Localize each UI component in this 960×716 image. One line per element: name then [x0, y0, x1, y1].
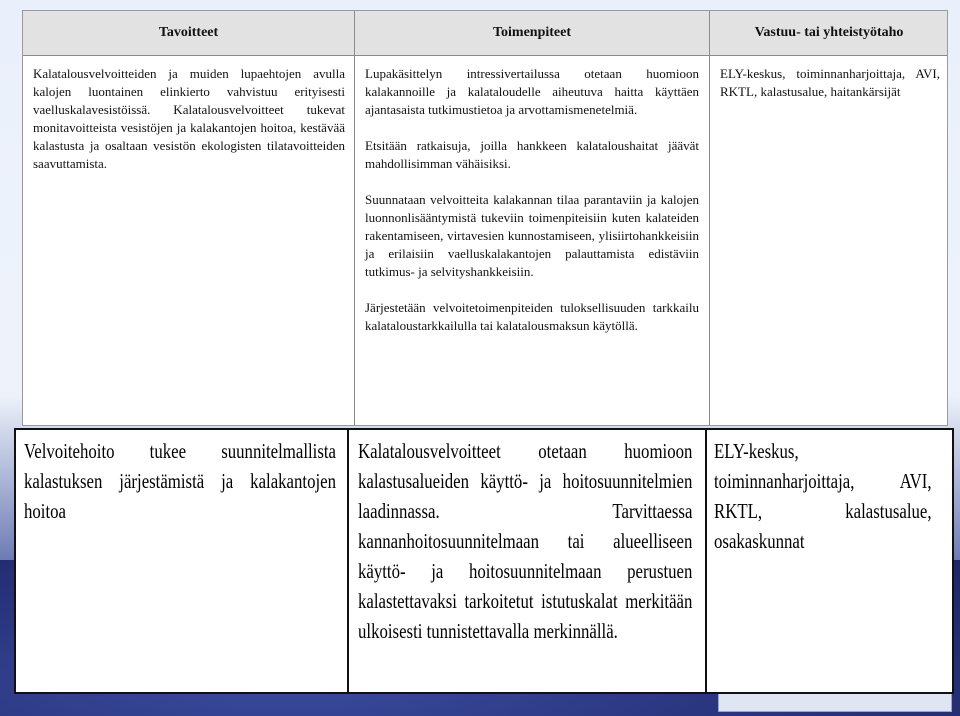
action-paragraph: Etsitään ratkaisuja, joilla hankkeen kalataloushaitat jäävät mahdollisimman vähäisiksi. [365, 138, 699, 171]
goals-table-typed [14, 428, 954, 694]
responsible-text: ELY-keskus, toiminnanharjoittaja, AVI, RKTL, kalastusalue, haitankärsijät [720, 66, 940, 99]
responsible-text: ELY-keskus, toiminnanharjoittaja, AVI, RKTL, kalastusalue, osakaskunnat [714, 439, 932, 553]
background-box [718, 692, 952, 712]
header-goals: Tavoitteet [158, 25, 219, 40]
action-paragraph: Järjestetään velvoitetoimenpiteiden tuloksellisuuden tarkkailu kalataloustarkkailulla tai kalatalousmaksun käytöllä. [365, 300, 699, 333]
column-divider [347, 430, 349, 692]
action-paragraph: Suunnataan velvoitteita kalakannan tilaa parantaviin ja kalojen luonnonlisääntymistä tukeviin toimenpiteisiin kuten kalateiden rakentamiseen, virtavesien kunnostamiseen, ylisiirtohankkeisiin ja erilaisiin vaelluskalakantojen palauttamista edistäviin tutkimus- ja selvityshankkeisiin. [365, 192, 699, 279]
responsible-cell [720, 65, 940, 119]
goal-text: Velvoitehoito tukee suunnitelmallista kalastuksen järjestämistä ja kalakantojen hoitoa [24, 439, 336, 523]
header-responsible: Vastuu- tai yhteistyötaho [754, 25, 904, 40]
column-divider [705, 430, 707, 692]
goal-cell [24, 436, 336, 526]
actions-cell [365, 65, 699, 353]
goal-cell [33, 65, 345, 191]
column-divider [709, 11, 710, 425]
action-cell [358, 436, 692, 646]
action-text: Kalatalousvelvoitteet otetaan huomioon kalastusalueiden käyttö- ja hoitosuunnitelmien laadinnassa. Tarvittaessa kannanhoitosuunnitelmaan tai alueelliseen käyttö- ja hoitosuunnitelmaan perustuen kalastettavaksi tarkoitetut istutuskalat merkitään ulkoisesti tunnistettavalla merkinnällä. [358, 439, 693, 643]
responsible-cell [714, 436, 932, 556]
header-actions: Toimenpiteet [492, 25, 572, 40]
action-paragraph: Lupakäsittelyn intressivertailussa otetaan huomioon kalakannoille ja kalataloudelle aiheutuva haitta käyttäen ajantasaista tutkimustietoa ja arvottamismenetelmiä. [365, 66, 699, 117]
goal-text: Kalatalousvelvoitteiden ja muiden lupaehtojen avulla kalojen luontainen elinkierto vahvistuu erityisesti vaelluskalavesistöissä. Kalatalousvelvoitteet tukevat monitavoitteista vesistöjen ja kalakantojen hoitoa, kestävää kalastusta ja osaltaan vesistön ekologisten tilatavoitteiden saavuttamista. [33, 66, 345, 171]
goals-table-scan [22, 10, 948, 426]
column-divider [354, 11, 355, 425]
